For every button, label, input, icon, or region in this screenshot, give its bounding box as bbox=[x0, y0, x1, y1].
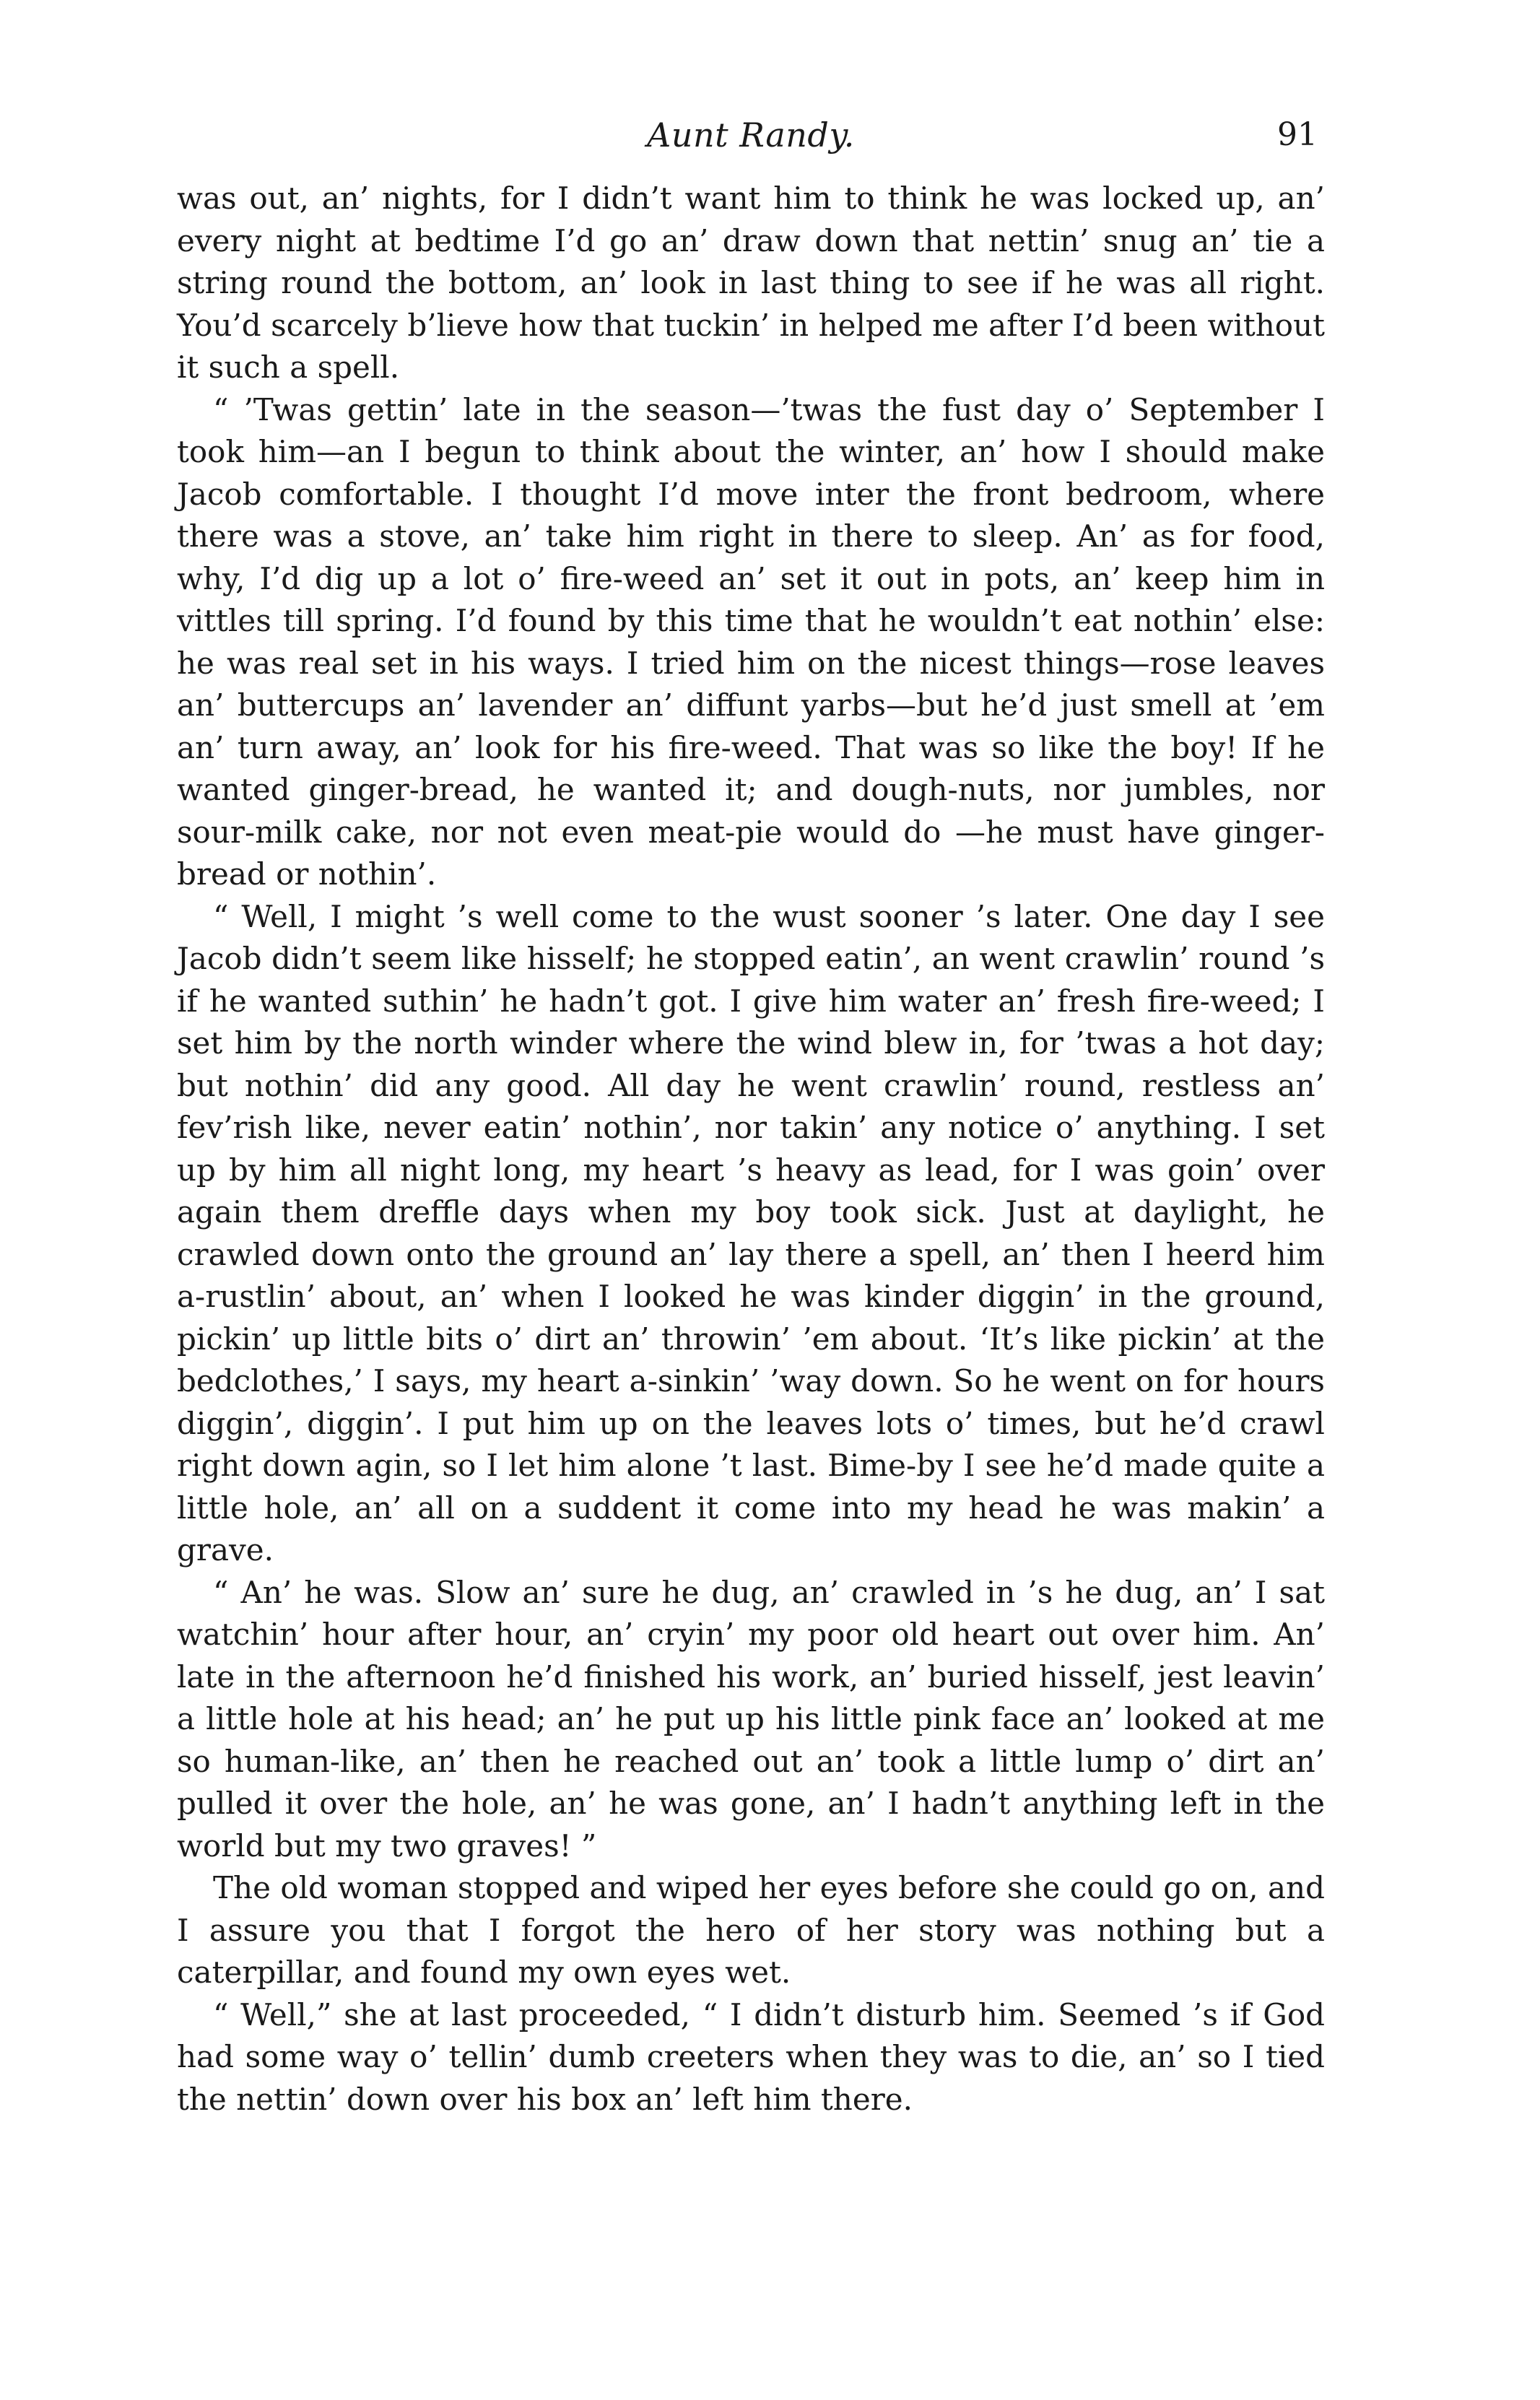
running-title: Aunt Randy. bbox=[647, 116, 855, 155]
paragraph: “ Well, I might ’s well come to the wust sooner ’s later. One day I see Jacob didn’t seem like hisself; he stopped eatin’, an went crawlin’ round ’s if he wanted suthin’ he hadn’t got. I give him water an’ fresh fire-weed; I set him by the north winder where the wind blew in, for ’twas a hot day; but nothin’ did any good. All day he went crawlin’ round, restless an’ fev’rish like, never eatin’ nothin’, nor takin’ any notice o’ anything. I set up by him all night long, my heart ’s heavy as lead, for I was goin’ over again them dreffle days when my boy took sick. Just at daylight, he crawled down onto the ground an’ lay there a spell, an’ then I heerd him a-rustlin’ about, an’ when I looked he was kinder diggin’ in the ground, pickin’ up little bits o’ dirt an’ throwin’ ’em about. ‘It’s like pickin’ at the bedclothes,’ I says, my heart a-sinkin’ ’way down. So he went on for hours diggin’, diggin’. I put him up on the leaves lots o’ times, but he’d crawl right down agin, so I let him alone ’t last. Bime-by I see he’d made quite a little hole, an’ all on a suddent it come into my head he was makin’ a grave. bbox=[177, 898, 1325, 1568]
book-page bbox=[177, 108, 1325, 2121]
paragraph: “ An’ he was. Slow an’ sure he dug, an’ crawled in ’s he dug, an’ I sat watchin’ hour after hour, an’ cryin’ my poor old heart out over him. An’ late in the afternoon he’d finished his work, an’ buried hisself, jest leavin’ a little hole at his head; an’ he put up his little pink face an’ looked at me so human-like, an’ then he reached out an’ took a little lump o’ dirt an’ pulled it over the hole, an’ he was gone, an’ I hadn’t anything left in the world but my two graves! ” bbox=[177, 1574, 1325, 1864]
paragraph: “ Well,” she at last proceeded, “ I didn’t disturb him. Seemed ’s if God had some way o’ tellin’ dumb creeters when they was to die, an’ so I tied the nettin’ down over his box an’ left him there. bbox=[177, 1996, 1325, 2117]
running-header bbox=[177, 108, 1325, 162]
page-number: 91 bbox=[1277, 116, 1318, 153]
body-text bbox=[177, 178, 1325, 2121]
paragraph: was out, an’ nights, for I didn’t want him to think he was locked up, an’ every night at bedtime I’d go an’ draw down that nettin’ snug an’ tie a string round the bottom, an’ look in last thing to see if he was all right. You’d scarcely b’lieve how that tuckin’ in helped me after I’d been without it such a spell. bbox=[177, 181, 1325, 385]
paragraph: The old woman stopped and wiped her eyes before she could go on, and I assure you that I forgot the hero of her story was nothing but a caterpillar, and found my own eyes wet. bbox=[177, 1870, 1325, 1990]
paragraph: “ ’Twas gettin’ late in the season—’twas the fust day o’ September I took him—an I begun to think about the winter, an’ how I should make Jacob comfortable. I thought I’d move inter the front bedroom, where there was a stove, an’ take him right in there to sleep. An’ as for food, why, I’d dig up a lot o’ fire-weed an’ set it out in pots, an’ keep him in vittles till spring. I’d found by this time that he wouldn’t eat nothin’ else: he was real set in his ways. I tried him on the nicest things—rose leaves an’ buttercups an’ lavender an’ diffunt yarbs—but he’d just smell at ’em an’ turn away, an’ look for his fire-weed. That was so like the boy! If he wanted ginger-bread, he wanted it; and dough-nuts, nor jumbles, nor sour-milk cake, nor not even meat-pie would do —he must have ginger-bread or nothin’. bbox=[177, 391, 1325, 892]
